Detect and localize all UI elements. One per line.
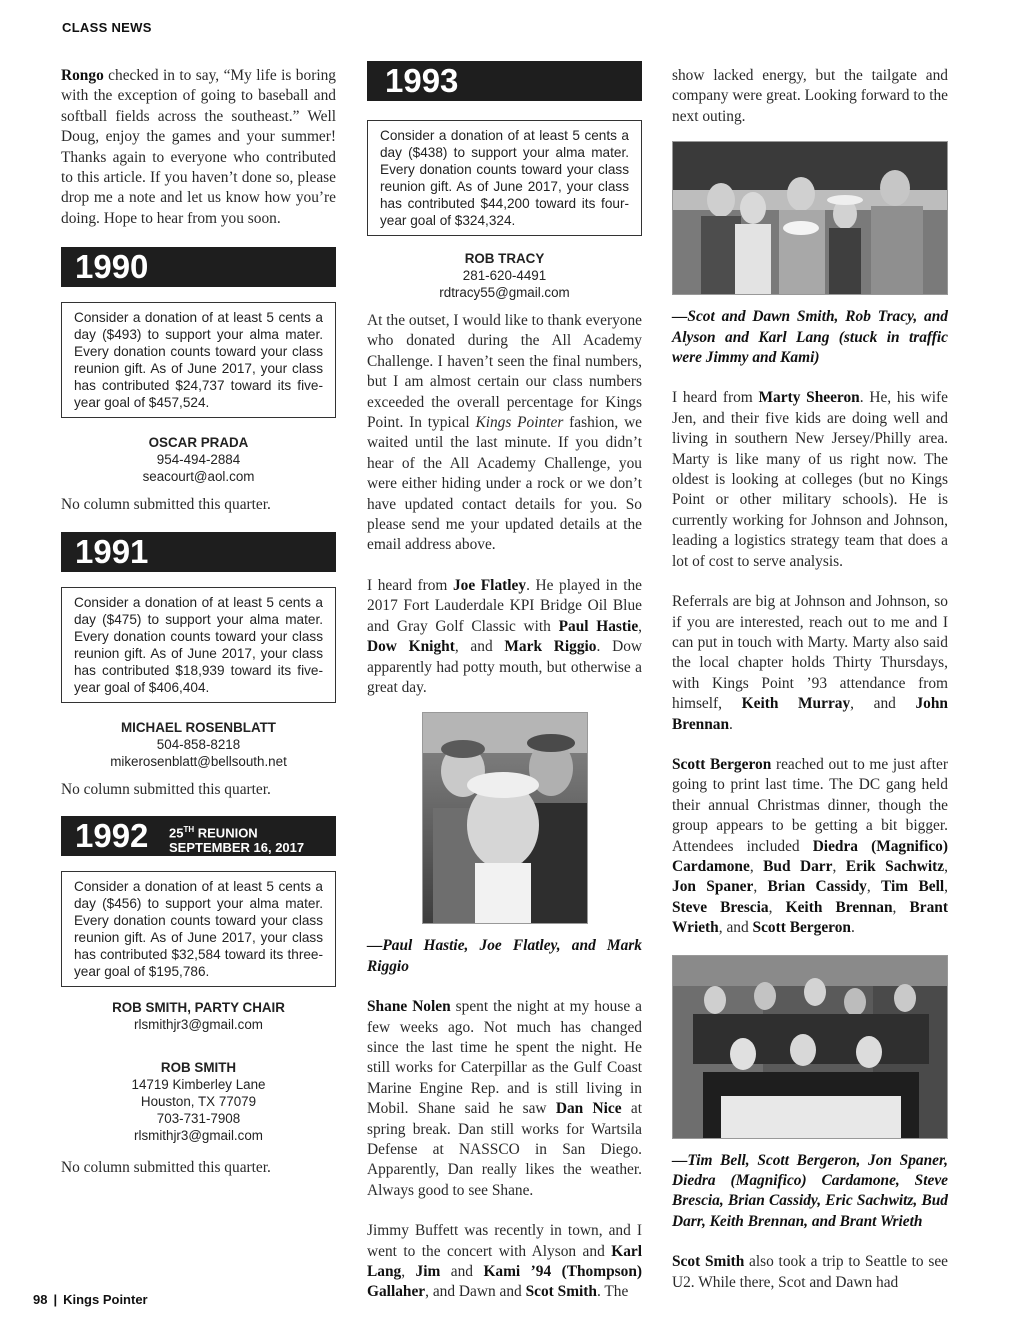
contact-phone: 954-494-2884: [156, 452, 241, 468]
bold-name: Paul Hastie: [558, 617, 639, 635]
dc-dinner-image: [673, 956, 947, 1138]
tailgate-photo: [672, 141, 948, 295]
photo-caption: —Scot and Dawn Smith, Rob Tracy, and Alyson and Karl Lang (stuck in traffic were Jimmy and Kami): [672, 308, 948, 367]
contact-address-line1: 14719 Kimberley Lane: [131, 1077, 266, 1093]
bold-name: Marty Sheeron: [758, 389, 860, 407]
bold-name: Diedra (Magnifico) Cardamone: [672, 837, 948, 875]
paragraph: [672, 1252, 948, 1293]
text-run: . Dow apparently had potty mouth, but otherwise a great day.: [367, 638, 643, 696]
text-run: also took a trip to Seattle to see U2. While there, Scot and Dawn had: [672, 1253, 948, 1291]
class-1991-section: [61, 532, 336, 800]
no-column-note: No column submitted this quarter.: [61, 780, 271, 798]
contact-phone: 703-731-7908: [156, 1111, 241, 1127]
bold-name: Dow Knight: [367, 638, 455, 656]
footer-separator: |: [53, 1292, 58, 1307]
donation-box-1991: Consider a donation of at least 5 cents a day ($475) to support your alma mater. Every donation counts toward your class reunion gift. As of June 2017, your class has contributed $18,939 toward its five-year goal of $406,404.: [61, 587, 336, 703]
paragraph: [367, 576, 642, 698]
bold-name: Bud Darr: [763, 857, 833, 875]
text-run: I heard from: [367, 576, 453, 594]
bold-name: Scot Smith: [672, 1253, 745, 1271]
tailgate-image: [673, 142, 947, 294]
publication-title: Kings Pointer: [63, 1292, 148, 1307]
party-chair-contact: [61, 999, 336, 1033]
text-run: ,: [749, 857, 764, 875]
bold-name: Shane Nolen: [367, 998, 451, 1016]
bold-name: Joe Flatley: [452, 576, 527, 594]
bold-name: Scott Bergeron: [672, 755, 772, 773]
photo-caption: —Tim Bell, Scott Bergeron, Jon Spaner, Diedra (Magnifico) Cardamone, Steve Brescia, Brian Cassidy, Eric Sachwitz, Bud Darr, Keith Brennan, and Brant Wrieth: [672, 1151, 948, 1230]
text-run: , and: [850, 695, 916, 713]
reunion-ordinal-suffix: TH: [183, 825, 195, 835]
contact-1992: [61, 1059, 336, 1144]
bold-name: John Brennan: [672, 695, 948, 733]
contact-name: OSCAR PRADA: [148, 435, 249, 451]
bold-name: Keith Brennan: [785, 898, 893, 916]
text-run: . He played in the 2017 Fort Lauderdale KPI Bridge Oil Blue and Gray Golf Classic with: [367, 576, 642, 635]
page-number: 98: [33, 1292, 48, 1307]
contact-email: rlsmithjr3@gmail.com: [134, 1128, 263, 1144]
donation-box-1993: Consider a donation of at least 5 cents a day ($438) to support your alma mater. Every donation counts toward your class reunion gift. As of June 2017, your class has contributed $44,200 toward its four-year goal of $324,324.: [367, 120, 642, 236]
paragraph: [367, 311, 642, 556]
text-run: ,: [638, 617, 643, 635]
contact-name: MICHAEL ROSENBLATT: [121, 719, 276, 735]
contact-address-line2: Houston, TX 77079: [140, 1094, 257, 1110]
bold-name: Jon Spaner: [672, 878, 754, 896]
paragraph: [367, 1221, 642, 1303]
text-run: . The: [596, 1283, 629, 1301]
reunion-ordinal: 25: [169, 825, 184, 841]
year-header-1992: [61, 816, 336, 856]
bold-name: Mark Riggio: [504, 638, 597, 656]
contact-phone: 281-620-4491: [462, 268, 547, 283]
text-run: , and: [454, 638, 505, 656]
text-run: ,: [944, 857, 948, 875]
golf-selfie-photo: [422, 712, 588, 924]
contact-1993: [367, 250, 642, 301]
text-run: spent the night at my house a few weeks ago. Not much has changed since the last time he spent the night. He still works for Caterpillar as the Gulf Coast Marine Engine Rep. and is still living in Mobil. Shane said he saw: [367, 998, 643, 1118]
text-run: reached out to me just after going to print last time. The DC gang held their annual Christmas dinner, though the group appears to be getting a bit bigger. Attendees included: [672, 755, 949, 855]
column-1: [61, 66, 336, 1178]
publication-name: Kings Pointer: [475, 414, 564, 432]
text-run: , and Dawn and: [425, 1283, 526, 1301]
text-run: fashion, we waited until the last minute. If you didn’t hear of the All Academy Challenge, you were either hiding under a rock or we don’t have updated contact details for you. So please send me your updated details at the email address above.: [367, 414, 643, 554]
bold-name: Scott Bergeron: [752, 919, 851, 937]
paragraph: [672, 592, 948, 735]
class-1990-section: [61, 247, 336, 515]
paragraph: [672, 388, 948, 572]
year-title: 1992: [75, 817, 149, 855]
column-1993-body: [367, 311, 642, 1303]
donation-box-1990: Consider a donation of at least 5 cents a day ($493) to support your alma mater. Every donation counts toward your class reunion gift. As of June 2017, your class has contributed $24,737 toward its five-year goal of $457,524.: [61, 302, 336, 418]
text-run: .: [729, 715, 733, 733]
contact-1991: [61, 719, 336, 770]
text-run: ,: [866, 878, 882, 896]
text-run: I heard from: [672, 389, 759, 407]
contact-name: ROB TRACY: [464, 251, 545, 266]
rongo-paragraph: [61, 66, 336, 229]
paragraph: show lacked energy, but the tailgate and company were great. Looking forward to the next outing.: [672, 67, 948, 125]
no-column-note: No column submitted this quarter.: [61, 496, 271, 514]
contact-email: rdtracy55@gmail.com: [439, 285, 570, 300]
text-run: ,: [892, 898, 910, 916]
year-header-1993: [367, 61, 642, 101]
bold-name: Steve Brescia: [672, 898, 769, 916]
bold-name: Brant Wrieth: [672, 898, 948, 937]
bold-name: Jim: [415, 1263, 441, 1280]
dc-dinner-photo: [672, 955, 948, 1139]
text-run: ,: [401, 1263, 416, 1280]
year-title: 1993: [385, 62, 459, 99]
photo-caption: —Paul Hastie, Joe Flatley, and Mark Riggio: [367, 937, 642, 975]
text-run: ,: [944, 878, 948, 896]
text-run: ,: [768, 898, 786, 916]
golf-selfie-image: [423, 713, 587, 923]
bold-name: Rongo: [61, 67, 104, 84]
text-run: checked in to say, “My life is boring with the exception of going to baseball and softball fields across the southeast.” Well Doug, enjoy the games and your summer! Thanks again to everyone who contributed to this article. If you haven’t done so, please drop me a note and let us know how you’re doing. Hope to hear from you soon.: [61, 67, 336, 227]
reunion-label: [169, 822, 304, 855]
column-2: [367, 61, 642, 1303]
column-3: [672, 66, 948, 1293]
donation-box-1992: Consider a donation of at least 5 cents a day ($456) to support your alma mater. Every donation counts toward your class reunion gift. As of June 2017, your class has contributed $32,584 toward its three-year goal of $195,786.: [61, 871, 336, 987]
no-column-note: No column submitted this quarter.: [61, 1159, 271, 1177]
bold-name: Keith Murray: [741, 695, 851, 713]
text-run: Jimmy Buffett was recently in town, and I went to the concert with Alyson and: [367, 1222, 642, 1260]
text-run: .: [850, 919, 855, 937]
year-header-1991: [61, 532, 336, 572]
contact-1990: [61, 434, 336, 485]
contact-email: mikerosenblatt@bellsouth.net: [110, 753, 287, 769]
paragraph: [672, 755, 948, 939]
page-footer: [33, 1292, 148, 1307]
bold-name: Scot Smith: [525, 1283, 597, 1301]
contact-name: ROB SMITH, PARTY CHAIR: [112, 1000, 285, 1016]
contact-phone: 504-858-8218: [156, 736, 241, 752]
year-title: 1990: [75, 248, 149, 286]
text-run: Referrals are big at Johnson and Johnson, so if you are interested, reach out to me and I can put in touch with Marty. Marty also said the local chapter holds Thirty Thursdays, with Kings Point ’93 attendance from himself,: [672, 593, 948, 713]
text-run: and: [440, 1263, 484, 1280]
text-run: ,: [753, 878, 768, 896]
reunion-word: REUNION: [194, 825, 258, 841]
bold-name: Tim Bell: [881, 878, 945, 896]
bold-name: Karl Lang: [367, 1242, 642, 1280]
bold-name: Erik Sachwitz: [845, 857, 945, 875]
bold-name: Brian Cassidy: [767, 878, 867, 896]
text-run: at spring break. Dan still works for Wartsila Defense at NASSCO in San Diego. Apparently, Dan really likes the weather. Always good to see Shane.: [367, 1100, 642, 1199]
text-run: , and: [718, 919, 753, 937]
text-run: At the outset, I would like to thank everyone who donated during the All Academy Challenge. I haven’t seen the final numbers, but I am almost certain our class numbers exceeded the overall percentage for Kings Point. In typical: [367, 312, 642, 432]
contact-email: rlsmithjr3@gmail.com: [134, 1017, 263, 1033]
text-run: ,: [832, 857, 846, 875]
reunion-date: SEPTEMBER 16, 2017: [169, 840, 305, 856]
text-run: . He, his wife Jen, and their five kids are doing well and living in southern New Jersey/Philly area. Marty is like many of us right now. The oldest is looking at colleges (but no Kings Point or other military schools). He is currently working for Johnson and Johnson, leading a logistics strategy team that does a lot of cost to serve analysis.: [672, 389, 948, 570]
paragraph: [367, 997, 642, 1201]
bold-name: Dan Nice: [555, 1100, 622, 1118]
bold-name: Kami ’94 (Thompson) Gallaher: [367, 1263, 643, 1301]
year-title: 1991: [75, 532, 149, 570]
class-1992-section: [61, 816, 336, 1178]
year-header-1990: [61, 247, 336, 287]
contact-email: seacourt@aol.com: [142, 469, 255, 485]
contact-name: ROB SMITH: [160, 1060, 237, 1076]
section-label: CLASS NEWS: [62, 20, 152, 35]
